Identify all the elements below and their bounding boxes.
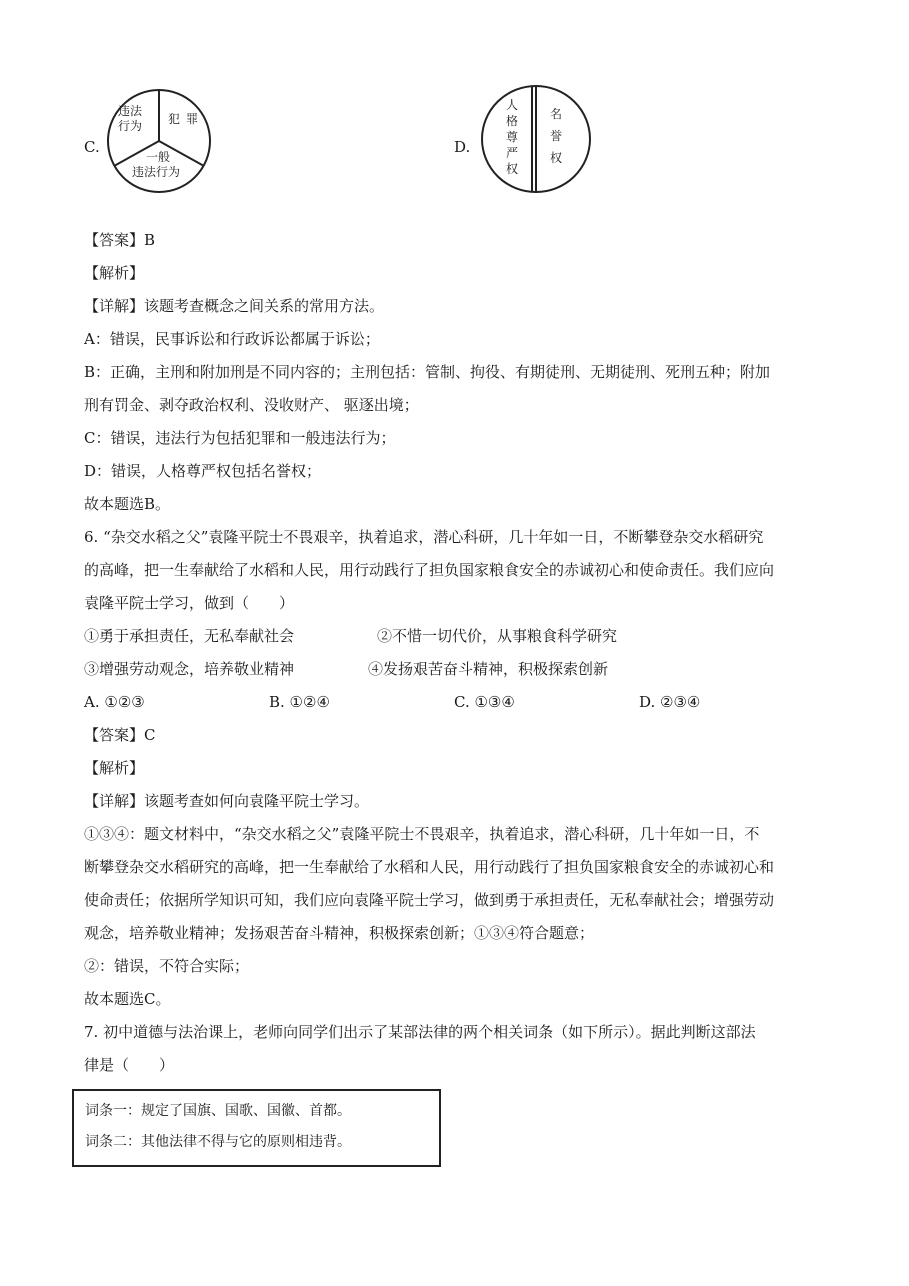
q5-option-d: D：错误，人格尊严权包括名誉权； [84,462,322,480]
q5-conclusion: 故本题选B。 [84,495,171,513]
q5-analysis-heading: 【解析】 [84,264,145,282]
q7-stem-line1: 7. 初中道德与法治课上，老师向同学们出示了某部法律的两个相关词条（如下所示）。据此判断这部法 [84,1023,756,1041]
option-c-label: C. [84,138,100,156]
q7-entry-2: 词条二：其他法律不得与它的原则相违背。 [85,1134,351,1150]
q6-choice-d: D. ②③④ [639,693,701,711]
q7-entry-box [72,1089,441,1167]
q6-stem-line1: 6. “杂交水稻之父”袁隆平院士不畏艰辛，执着追求，潜心科研，几十年如一日，不断攀登杂交水稻研究 [84,528,764,546]
segment-text-5: 一般 [146,150,171,164]
q6-explanation-line4: 观念，培养敬业精神；发扬艰苦奋斗精神，积极探索创新；①③④符合题意； [84,924,595,942]
q5-option-c: C：错误，违法行为包括犯罪和一般违法行为； [84,429,396,447]
q6-item-3: ③增强劳动观念，培养敬业精神 [84,660,295,678]
q6-choice-a: A. ①②③ [84,693,145,711]
segment-text-1: 违法 [118,104,143,118]
q6-explanation-line1: ①③④：题文材料中，“杂交水稻之父”袁隆平院士不畏艰辛，执着追求，潜心科研，几十年如一日，不 [84,825,760,843]
segment-text-3: 尊 [506,130,519,144]
q5-option-a: A：错误，民事诉讼和行政诉讼都属于诉讼； [84,330,380,348]
q7-stem-line2: 律是（ ） [84,1056,175,1074]
q6-explanation-line2: 断攀登杂交水稻研究的高峰，把一生奉献给了水稻和人民，用行动践行了担负国家粮食安全的赤诚初心和 [84,858,775,876]
q6-conclusion: 故本题选C。 [84,990,171,1008]
segment-text-5: 权 [506,162,519,176]
q6-choice-b: B. ①②④ [269,693,330,711]
segment-text-8: 权 [550,151,563,165]
venn-diagram-d [479,84,593,194]
segment-text-4: 罪 [186,112,199,126]
q7-entry-1: 词条一：规定了国旗、国歌、国徽、首都。 [85,1103,351,1119]
q6-analysis-heading: 【解析】 [84,759,145,777]
segment-text-7: 誉 [550,129,563,143]
q6-explanation-line3: 使命责任；依据所学知识可知，我们应向袁隆平院士学习，做到勇于承担责任，无私奉献社会；增强劳动 [84,891,775,909]
segment-text-2: 格 [506,114,519,128]
venn-diagram-c [106,88,212,194]
q6-stem-line2: 的高峰，把一生奉献给了水稻和人民，用行动践行了担负国家粮食安全的赤诚初心和使命责任。我们应向 [84,561,775,579]
q5-detail: 【详解】该题考查概念之间关系的常用方法。 [84,297,385,315]
q5-answer: 【答案】B [84,231,156,249]
q6-item-1: ①勇于承担责任，无私奉献社会 [84,627,295,645]
q6-stem-line3: 袁隆平院士学习，做到（ ） [84,594,295,612]
option-d-label: D. [454,138,471,156]
segment-text-2: 行为 [118,119,143,133]
q6-answer: 【答案】C [84,726,156,744]
q5-option-b-line2: 刑有罚金、剥夺政治权利、没收财产、 驱逐出境； [84,396,419,414]
q5-option-b-line1: B：正确，主刑和附加刑是不同内容的；主刑包括：管制、拘役、有期徒刑、无期徒刑、死刑五种；附加 [84,363,771,381]
segment-text-4: 严 [506,146,519,160]
segment-text-6: 违法行为 [132,165,181,179]
segment-text-3: 犯 [168,112,181,126]
q6-item-2: ②不惜一切代价，从事粮食科学研究 [377,627,618,645]
q6-detail: 【详解】该题考查如何向袁隆平院士学习。 [84,792,370,810]
q6-item-4: ④发扬艰苦奋斗精神，积极探索创新 [368,660,609,678]
segment-text-1: 人 [506,98,519,112]
segment-text-6: 名 [550,107,563,121]
q6-choice-c: C. ①③④ [454,693,515,711]
q6-explanation-line5: ②：错误，不符合实际； [84,957,250,975]
